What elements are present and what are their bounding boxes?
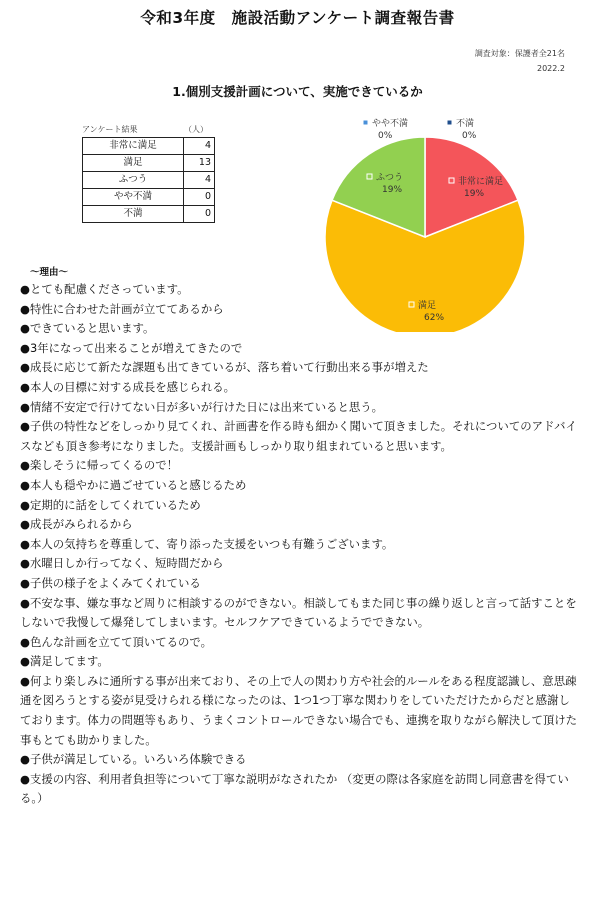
slice-percent-label: 0%	[378, 131, 393, 141]
row-count: 0	[184, 189, 215, 206]
slice-percent-label: 62%	[424, 313, 445, 323]
reason-item: ● 3年になって出来ることが増えてきたので	[20, 339, 580, 359]
reason-item: ● 本人の気持ちを尊重して、寄り添った支援をいつも有難うございます。	[20, 535, 580, 555]
reason-item: ● とても配慮くださっています。	[20, 280, 580, 300]
row-count: 4	[184, 138, 215, 155]
reason-item: ● 子供が満足している。いろいろ体験できる	[20, 750, 580, 770]
slice-marker	[363, 120, 368, 125]
slice-category-label: やや不満	[372, 119, 409, 129]
report-title: 令和3年度 施設活動アンケート調査報告書	[140, 9, 455, 27]
reason-item: ● 何より楽しみに通所する事が出来ており、その上で人の関わり方や社会的ルールをある程度認識し、意思疎通を図ろうとする姿が見受けられる様になったのは、1つ1つ丁寧な関わりをしていただけたからだと感謝しております。体力の問題等もあり、うまくコントロールできない場合でも、連携を取りながら解決して頂けた事もとても助かりました。	[20, 672, 580, 750]
slice-percent-label: 0%	[462, 131, 477, 141]
row-label: 非常に満足	[83, 138, 184, 155]
table-row	[83, 189, 215, 206]
table-row	[83, 206, 215, 223]
row-count: 4	[184, 172, 215, 189]
row-label: 満足	[83, 155, 184, 172]
reason-item: ● 情緒不安定で行けてない日が多いが行けた日には出来ていると思う。	[20, 398, 580, 418]
reason-item: ● 水曜日しか行ってなく、短時間だから	[20, 554, 580, 574]
slice-category-label: 満足	[418, 301, 437, 311]
reason-item: ● 定期的に話をしてくれているため	[20, 496, 580, 516]
slice-marker	[367, 174, 372, 179]
reasons-list	[20, 280, 580, 809]
reason-item: ● 不安な事、嫌な事など周りに相談するのができない。相談してもまた同じ事の繰り返しと言って話すことをしないで我慢して爆発してしまいます。セルフケアできているようでできない。	[20, 594, 580, 633]
reasons-heading: ～理由～	[30, 267, 69, 278]
row-count: 13	[184, 155, 215, 172]
reason-item: ● 子供の様子をよくみてくれている	[20, 574, 580, 594]
table-caption-text: アンケート結果	[82, 125, 138, 134]
survey-results-table	[82, 137, 215, 223]
table-row	[83, 172, 215, 189]
table-caption	[82, 124, 210, 135]
section-title: 1.個別支援計画について、実施できているか	[172, 84, 423, 99]
survey-target: 調査対象：保護者全21名	[474, 49, 565, 58]
slice-category-label: 不満	[456, 119, 475, 129]
slice-marker	[447, 120, 452, 125]
slice-percent-label: 19%	[464, 189, 485, 199]
table-row	[83, 155, 215, 172]
reason-item: ● 成長に応じて新たな課題も出てきているが、落ち着いて行動出来る事が増えた	[20, 358, 580, 378]
reason-item: ● 楽しそうに帰ってくるので！	[20, 456, 580, 476]
slice-percent-label: 19%	[382, 185, 403, 195]
reason-item: ● 満足してます。	[20, 652, 580, 672]
reason-item: ● 本人も穏やかに過ごせていると感じるため	[20, 476, 580, 496]
reason-item: ● 支援の内容、利用者負担等について丁寧な説明がなされたか （変更の際は各家庭を訪問し同意書を得ている。）	[20, 770, 580, 809]
reason-item: ● 特性に合わせた計画が立ててあるから	[20, 300, 580, 320]
row-label: 不満	[83, 206, 184, 223]
row-count: 0	[184, 206, 215, 223]
reason-item: ● 成長がみられるから	[20, 515, 580, 535]
reason-item: ● 色んな計画を立てて頂いてるので。	[20, 633, 580, 653]
reason-item: ● 子供の特性などをしっかり見てくれ、計画書を作る時も細かく聞いて頂きました。それについてのアドバイスなども頂き参考になりました。支援計画もしっかり取り組まれていると思います。	[20, 417, 580, 456]
reason-item: ● できていると思います。	[20, 319, 580, 339]
row-label: ふつう	[83, 172, 184, 189]
report-date: 2022.2	[537, 64, 565, 73]
slice-marker	[449, 178, 454, 183]
slice-category-label: 非常に満足	[458, 177, 504, 187]
table-row	[83, 138, 215, 155]
reason-item: ● 本人の目標に対する成長を感じられる。	[20, 378, 580, 398]
row-label: やや不満	[83, 189, 184, 206]
slice-category-label: ふつう	[376, 173, 404, 183]
table-unit: （人）	[184, 125, 208, 134]
